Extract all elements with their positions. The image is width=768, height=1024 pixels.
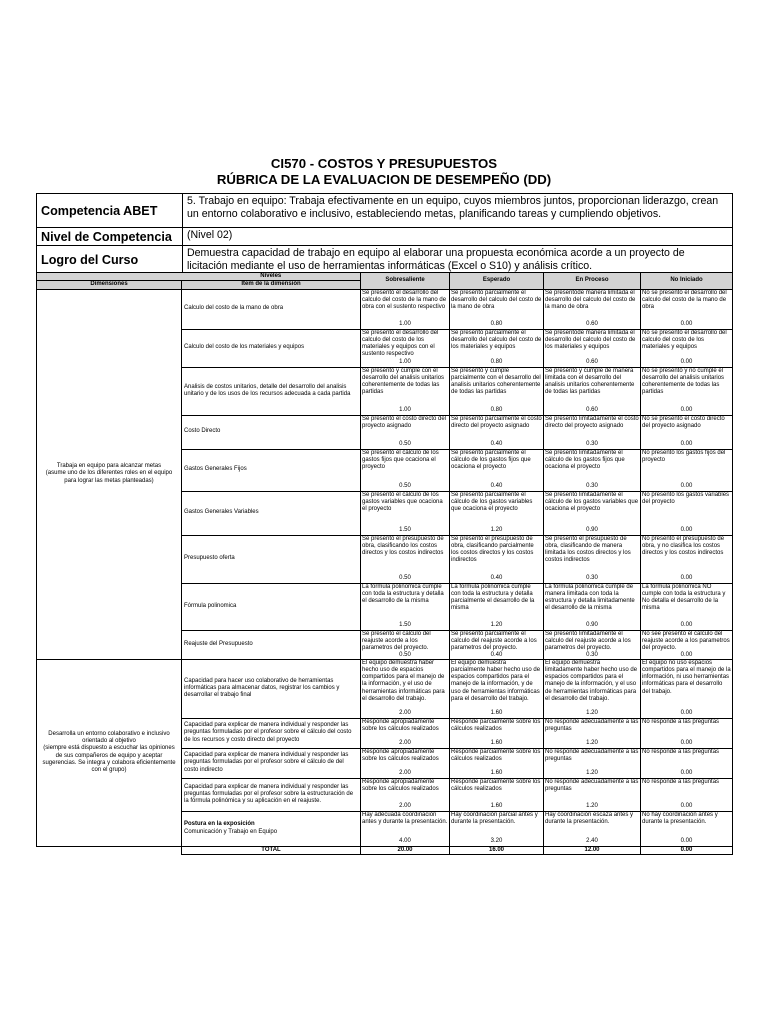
level-cell [361,748,450,778]
level-description: Responde apropiadamente sobre los cálculos realizados [362,778,439,792]
item-cell: Calculo del costo de los materiales y equipos [182,329,361,367]
level-cell [450,778,544,811]
dimension-cell: Trabaja en equipo para alcanzar metas (asume uno de los diferentes roles en el equipo para lograr las metas planteadas) [37,289,182,659]
level-description: Se presentó el presupuesto de obra, clasificando los costos directos y los costos indirectos [362,535,444,557]
level-description: Hay coordinación parcial antes y durante la presentación. [451,811,538,825]
level-description: Responde parcialmente sobre los cálculos realizados [451,778,541,792]
level-description: Hay adecuada coordinación antes y durante la presentación. [362,811,448,825]
level-score: 1.20 [586,803,598,810]
level-cell [641,535,733,583]
competencia-value: 5. Trabajo en equipo: Trabaja efectivamente en un equipo, cuyos miembros juntos, proporcionan liderazgo, crean un entorno colaborativo e inclusivo, estableciendo metas, planificando tareas y cumpliendo objetivos. [183,194,733,228]
course-title: CI570 - COSTOS Y PRESUPUESTOS [270,156,498,171]
rubric-row [37,289,733,329]
level-score: 1.50 [399,622,411,629]
total-label: TOTAL [182,846,361,854]
total-value: 20.00 [361,846,450,854]
level-description: Se presentó parcialmente el cálculo de los gastos variables que ocaciona el proyecto [451,491,533,513]
level-cell [641,367,733,415]
level-cell [544,449,641,491]
level-description: Hay coordinación escaza antes y durante la presentación. [545,811,634,825]
level-cell [641,748,733,778]
level-description: Se presentó limitadamente el calculo del reajuste acorde a los parametros del proyecto. [545,630,631,652]
level-description: Se presentó parcialmente el desarrollo del calculo del costo de la mano de obra [451,289,542,311]
level-score: 0.50 [399,441,411,448]
level-description: La formula polinomica cumple de manera limitada con toda la estructura y detalla limitadamente el desarrollo de la misma [545,583,635,612]
level-cell [450,811,544,846]
level-score: 0.80 [490,407,503,414]
item-cell: Capacidad para explicar de manera individual y responder las preguntas formuladas por el profesor sobre el cálculo del costo de los recursos y costo directo del proyecto [182,718,361,748]
level-cell [361,329,450,367]
item-heading: Postura en la exposición [184,821,255,828]
level-score: 0.60 [586,359,598,366]
level-cell [544,491,641,535]
level-score: 0.00 [680,770,693,777]
level-description: Se presentó y cumple con el desarrollo del analisis unitarios coherentemente de todas las partidas [362,367,445,396]
competencia-label: Competencia ABET [37,194,183,228]
level-cell [450,329,544,367]
level-cell [361,415,450,449]
item-cell [182,811,361,846]
level-score: 0.60 [586,407,598,414]
level-cell [544,535,641,583]
level-score: 1.00 [399,359,411,366]
document-title [0,156,768,188]
level-description: Se presentó limitadamente el costo directo del proyecto asignado [545,415,639,429]
level-cell [450,415,544,449]
total-spacer [37,846,182,854]
level-score: 1.60 [490,770,503,777]
level-description: Se presentó el desarrollo del calculo del costo de la mano de obra con el sustento respectivo [362,289,447,311]
level-score: 4.00 [399,838,411,845]
level-description: No presentó los gastos variables del proyecto [642,491,730,505]
level-description: El equipo no uso espacios compartidos para el manejo de la información, ni uso herramientas informáticas para el desarrollo del trabajo. [642,659,731,695]
level-cell [361,811,450,846]
level-score: 1.20 [490,622,503,629]
level-cell [450,367,544,415]
level-cell [450,659,544,718]
level-score: 2.00 [399,710,411,717]
logro-label: Logro del Curso [37,246,183,275]
level-description: No responde adecuadamente a las preguntas [545,748,639,762]
level-score: 0.00 [680,359,693,366]
item-cell: Capacidad para explicar de manera individual y responder las preguntas formuladas por el profesor sobre el cálculo de del costo indirecto [182,748,361,778]
level-score: 0.60 [586,321,598,328]
level-score: 0.50 [399,652,411,659]
level-score: 2.00 [399,803,411,810]
level-cell [361,718,450,748]
item-header: Item de la dimensión [182,281,361,289]
level-cell [361,289,450,329]
item-cell: Fórmula polinomica [182,583,361,630]
level-description: No se presentó el desarrollo del calculo del costo de la mano de obra [642,289,727,311]
level-description: Se presentó el cálculo de los gastos fijos que ocaciona el proyecto [362,449,439,471]
level-cell [361,778,450,811]
level-score: 1.20 [586,710,598,717]
level-description: Se presentó y cumple parcialmente con el desarrollo del analisis unitarios coherentemente de todas las partidas [451,367,541,396]
level-cell [641,583,733,630]
level-cell [641,289,733,329]
level-cell [544,329,641,367]
level-score: 1.00 [399,321,411,328]
level-cell [641,415,733,449]
level-score: 0.40 [490,483,503,490]
level-cell [641,630,733,659]
item-cell: Calculo del costo de la mano de obra [182,289,361,329]
level-description: Responde parcialmente sobre los cálculos realizados [451,718,541,732]
level-description: No responde adecuadamente a las preguntas [545,718,639,732]
level-cell [361,583,450,630]
rubric-title: RÚBRICA DE LA EVALUACION DE DESEMPEÑO (DD) [216,172,552,187]
level-description: No se presentó y no cumple el desarrollo del analisis unitarios coherentemente de todas las partidas [642,367,725,396]
level-score: 0.50 [399,575,411,582]
sobresaliente-header: Sobresaliente [361,273,450,290]
level-description: No presentó los gastos fijos del proyecto [642,449,726,463]
level-score: 0.90 [586,622,598,629]
level-description: El equipo demuestra limitadamente haber hecho uso de espacios compartidos para el manejo de la información, y el uso de herramientas informáticas para el desarrollo del trabajo. [545,659,638,703]
level-description: Se presentó limitadamente el cálculo de los gastos fijos que ocaciona el proyecto [545,449,625,471]
level-description: La formula polinomica cumple con toda la estructura y detalla parcialmente el desarrollo de la misma [451,583,535,612]
item-cell: Capacidad para hacer uso colaborativo de herramientas informáticas para almacenar datos, registrar los cambios y desarrollar el trabajo final [182,659,361,718]
esperado-header: Esperado [450,273,544,290]
level-cell [361,449,450,491]
level-description: Se presentóde manera limitada el desarrollo del calculo del costo de los materiales y equipos [545,329,636,351]
total-value: 12.00 [544,846,641,854]
level-description: Se presentóde manera limitada el desarrollo del calculo del costo de la mano de obra [545,289,636,311]
level-score: 0.40 [490,652,503,659]
no-iniciado-header: No Iniciado [641,273,733,290]
level-cell [544,659,641,718]
level-score: 0.40 [490,575,503,582]
level-cell [450,535,544,583]
level-score: 0.00 [680,575,693,582]
level-cell [544,718,641,748]
level-description: Se presentó parcialmente el calculo del reajuste acorde a los parametros del proyecto. [451,630,537,652]
level-score: 0.30 [586,652,598,659]
level-cell [361,491,450,535]
level-score: 0.00 [680,740,693,747]
level-description: El equipo demuestra haber hecho uso de espacios compartidos para el manejo de la información, y el uso de herramientas informáticas para el desarrollo del trabajo. [362,659,445,703]
level-score: 0.00 [680,710,693,717]
level-cell [641,811,733,846]
level-cell [544,748,641,778]
level-cell [641,778,733,811]
level-score: 1.20 [586,770,598,777]
level-score: 0.00 [680,622,693,629]
level-cell [450,449,544,491]
level-score: 0.00 [680,441,693,448]
level-score: 0.00 [680,652,693,659]
item-cell: Costo Directo [182,415,361,449]
level-cell [361,659,450,718]
rubric-table [36,272,733,855]
level-description: No se presentó el desarrollo del calculo del costo de los materiales y equipos [642,329,727,351]
level-description: La formula polinomica cumple con toda la estructura y detalla el desarrollo de la misma [362,583,444,605]
item-cell: Gastos Generales Fijos [182,449,361,491]
level-description: Se presentó el presupuesto de obra, clasificando de manera limitada los costos directos y los costos indirectos [545,535,631,564]
niveles-header: Niveles [182,273,361,281]
level-description: No responde a las preguntas [642,748,720,755]
level-cell [450,491,544,535]
level-cell [641,491,733,535]
level-score: 0.30 [586,483,598,490]
item-cell: Presupuesto oferta [182,535,361,583]
level-score: 0.30 [586,575,598,582]
level-score: 0.00 [680,527,693,534]
level-score: 1.60 [490,710,503,717]
level-cell [450,718,544,748]
dimension-cell: Desarrolla un entorno colaborativo e inclusivo orientado al objetivo (siempre está dispuesto a escuchar las opiniones de sus compañeros de equipo y aceptar sugerencias. Se integra y colabora eficientemente con el grupo) [37,659,182,846]
level-cell [544,811,641,846]
level-description: Se presentó y cumple de manera limitada con el desarrollo del analisis unitarios coherentemente de todas las partidas [545,367,635,396]
item-cell: Gastos Generales Variables [182,491,361,535]
level-score: 0.80 [490,359,503,366]
item-cell: Capacidad para explicar de manera individual y responder las preguntas formuladas por el profesor sobre la estructuración de la fórmula polinómica y su aplicación en el reajuste. [182,778,361,811]
level-score: 0.00 [680,803,693,810]
total-value: 16.00 [450,846,544,854]
nivel-value: (Nivel 02) [183,228,733,246]
level-score: 0.00 [680,407,693,414]
level-cell [641,718,733,748]
level-score: 1.50 [399,527,411,534]
en-proceso-header: En Proceso [544,273,641,290]
level-description: No responde a las preguntas [642,778,720,785]
level-description: No see presentó el calculo del reajuste acorde a los parametros del proyecto. [642,630,730,652]
level-cell [544,289,641,329]
level-description: Se presentó limitadamente el cálculo de los gastos variables que ocaciona el proyecto [545,491,639,513]
level-score: 1.20 [586,740,598,747]
rubric-row [37,659,733,718]
level-description: La formula polinomica NO cumple con toda la estructura y No detalla el desarrollo de la misma [642,583,726,612]
level-description: No responde a las preguntas [642,718,720,725]
level-cell [450,748,544,778]
level-score: 0.40 [490,441,503,448]
level-cell [544,630,641,659]
level-score: 0.00 [680,321,693,328]
level-description: Responde parcialmente sobre los cálculos realizados [451,748,541,762]
level-score: 3.20 [490,838,503,845]
level-score: 2.40 [586,838,598,845]
level-score: 2.00 [399,770,411,777]
level-cell [361,630,450,659]
level-cell [641,659,733,718]
level-cell [544,778,641,811]
item-cell: Reajuste del Presupuesto [182,630,361,659]
level-score: 0.50 [399,483,411,490]
level-description: Se presento el calculo del reajuste acorde a los parametros del proyecto. [362,630,431,652]
level-cell [641,449,733,491]
level-description: Se presentó parcialmente el cálculo de los gastos fijos que ocaciona el proyecto [451,449,531,471]
level-description: Se presentó parcialmente el desarrollo del calculo del costo de los materiales y equipos [451,329,542,351]
level-score: 2.00 [399,740,411,747]
level-cell [361,535,450,583]
level-description: Se presentó el costo directo del proyecto asignado [362,415,447,429]
total-value: 0.00 [641,846,733,854]
logro-value: Demuestra capacidad de trabajo en equipo al elaborar una propuesta económica acorde a un proyecto de licitación mediante el uso de herramientas informáticas (Excel o S10) y análisis crítico. [183,246,733,275]
level-cell [450,289,544,329]
level-cell [641,329,733,367]
level-score: 0.00 [680,483,693,490]
level-cell [544,367,641,415]
level-description: Se presentó el cálculo de los gastos variables que ocaciona el proyecto [362,491,443,513]
level-score: 0.00 [680,838,693,845]
level-cell [361,367,450,415]
level-score: 0.80 [490,321,503,328]
level-description: Se presentó parcialmente el costo directo del proyecto asignado [451,415,542,429]
level-description: El equipo demuestra parcialmente haber hecho uso de espacios compartidos para el manejo de la información, y de uso de herramientas informáticas para el desarrollo del trabajo. [451,659,541,703]
item-text: Comunicación y Trabajo en Equipo [184,828,278,835]
level-score: 0.90 [586,527,598,534]
level-score: 1.00 [399,407,411,414]
dimensiones-header: Dimensiones [37,281,182,289]
level-cell [450,583,544,630]
level-score: 1.60 [490,740,503,747]
level-description: No responde adecuadamente a las preguntas [545,778,639,792]
level-cell [450,630,544,659]
level-cell [544,583,641,630]
level-score: 0.30 [586,441,598,448]
level-description: No se presentó el costo directo del proyecto asignado [642,415,725,429]
level-description: Responde apropiadamente sobre los cálculos realizados [362,718,439,732]
level-description: No presentó el presupuesto de obra, y no clasifica los costos directos y los costos indirectos [642,535,725,557]
level-description: Responde apropiadamente sobre los cálculos realizados [362,748,439,762]
competency-header-table [36,193,733,275]
total-row [37,846,733,854]
level-description: Se presentó el presupuesto de obra, clasificando parcialmente los costos directos y los costos indirectos [451,535,534,564]
item-cell: Analisis de costos unitarios, detalle del desarrollo del analisis unitario y de los usos de los recursos adecuada a cada partida [182,367,361,415]
nivel-label: Nivel de Competencia [37,228,183,246]
level-description: No hay coordinación antes y durante la presentación. [642,811,718,825]
level-score: 1.20 [490,527,503,534]
level-score: 1.60 [490,803,503,810]
level-cell [544,415,641,449]
level-description: Se presentó el desarrollo del calculo del costo de los materiales y equipos con el sustento respectivo [362,329,439,358]
